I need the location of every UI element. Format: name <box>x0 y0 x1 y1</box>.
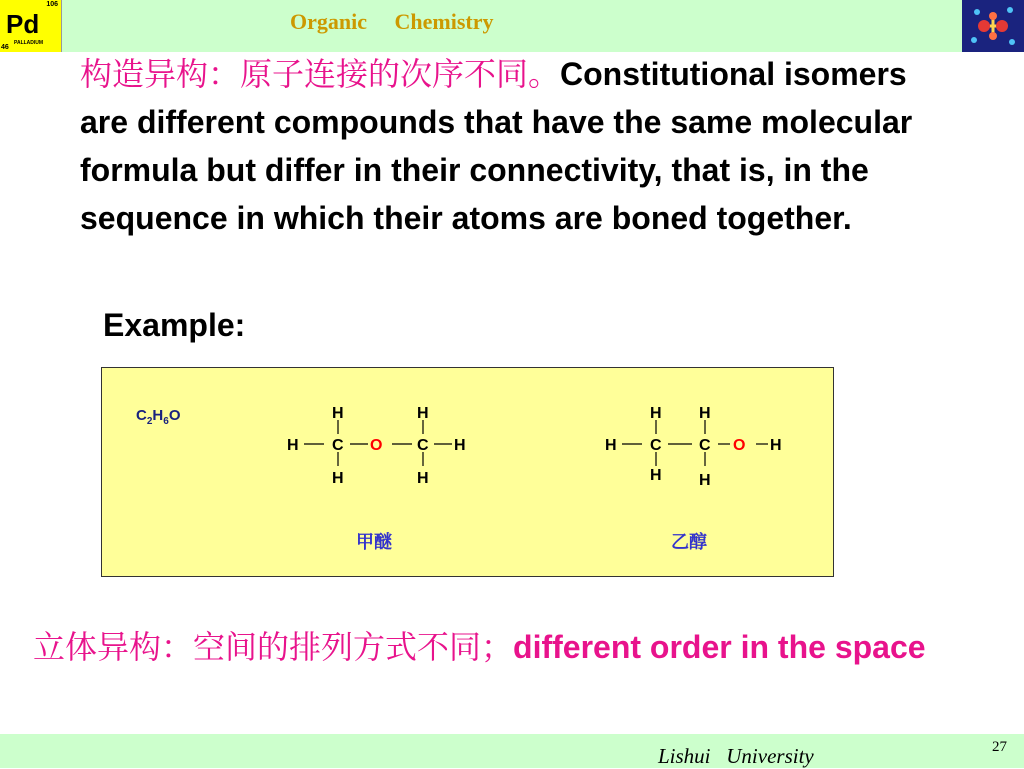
palladium-logo <box>0 0 62 52</box>
example-label: Example: <box>103 307 246 343</box>
dimethyl-ether-name: 甲醚 <box>356 532 392 553</box>
atom-o: O <box>733 437 746 454</box>
atom-h: H <box>287 437 299 454</box>
definition-en: Constitutional isomers are different compounds that have the same molecular formula but differ in their connectivity, that is, in the sequence in which their atoms are boned together. <box>80 56 913 236</box>
atom-h: H <box>332 470 344 487</box>
atom-c: C <box>699 437 711 454</box>
logo-name: PALLADIUM <box>14 40 44 46</box>
atom-h: H <box>454 437 466 454</box>
header-bar <box>0 0 1024 52</box>
atom-h: H <box>699 472 711 489</box>
atom-o: O <box>370 437 383 454</box>
constitutional-isomer-definition <box>80 50 960 242</box>
atom-h: H <box>699 405 711 422</box>
molecule-icon <box>962 0 1024 52</box>
page-number: 27 <box>992 739 1007 755</box>
ethanol-structure <box>605 405 782 553</box>
atom-h: H <box>417 470 429 487</box>
stereoisomer-definition <box>33 625 983 669</box>
footer-bar <box>0 734 1024 768</box>
logo-atomic-number: 46 <box>1 44 9 51</box>
atom-c: C <box>417 437 429 454</box>
ethanol-name: 乙醇 <box>671 532 707 553</box>
logo-symbol: Pd <box>6 9 40 39</box>
atom-c: C <box>332 437 344 454</box>
logo-number: 106 <box>46 1 58 8</box>
atom-h: H <box>770 437 782 454</box>
atom-h: H <box>417 405 429 422</box>
atom-h: H <box>332 405 344 422</box>
isomer-figure <box>101 367 834 577</box>
stereo-cn: 立体异构：空间的排列方式不同； <box>33 628 514 666</box>
header-title: Organic Chemistry <box>290 9 494 34</box>
dimethyl-ether-structure <box>287 405 466 553</box>
atom-c: C <box>650 437 662 454</box>
footer-university: Lishui University <box>658 744 814 768</box>
molecular-formula: $C_2H_6O$ <box>136 407 181 427</box>
atom-h: H <box>650 405 662 422</box>
stereo-en: different order in the space <box>513 629 926 665</box>
definition-cn: 构造异构：原子连接的次序不同。 <box>80 55 561 93</box>
atom-h: H <box>650 467 662 484</box>
atom-h: H <box>605 437 617 454</box>
